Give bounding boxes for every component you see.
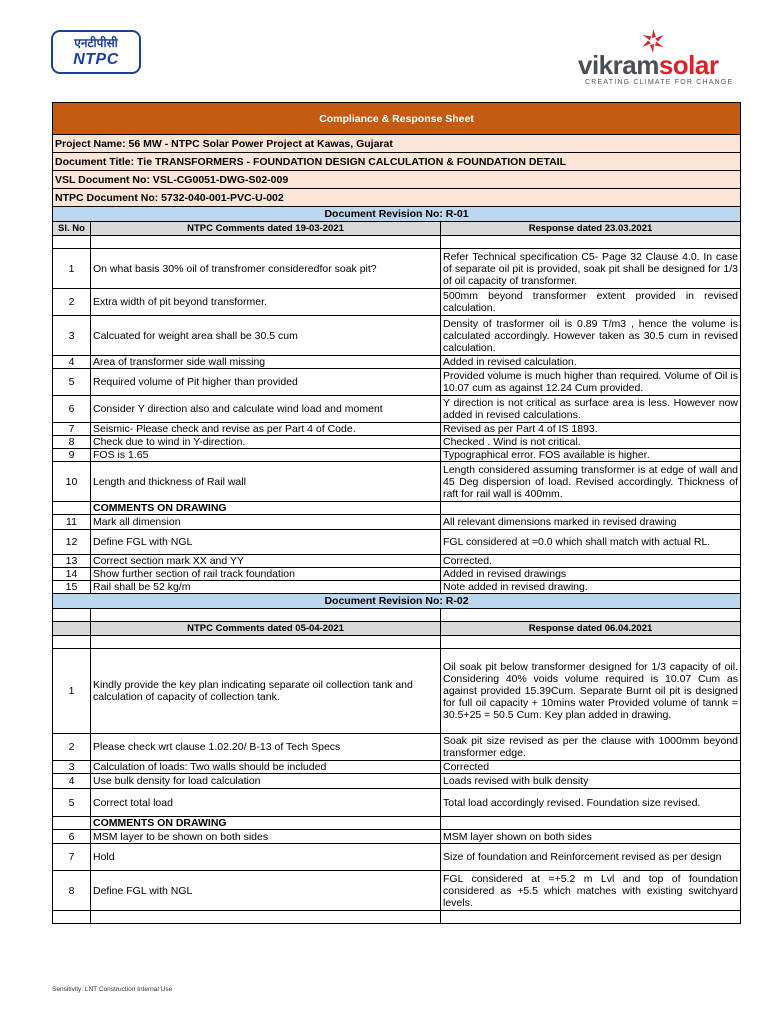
blank-row	[53, 636, 741, 649]
wordmark-part-solar: solar	[658, 50, 719, 80]
document-title: Document Title: Tie TRANSFORMERS - FOUNDATION DESIGN CALCULATION & FOUNDATION DETAIL	[53, 153, 741, 171]
ntpc-document-number: NTPC Document No: 5732-040-001-PVC-U-002	[53, 189, 741, 207]
blank-row	[53, 236, 741, 249]
vikram-solar-tagline: CREATING CLIMATE FOR CHANGE	[585, 79, 734, 86]
row-response: Loads revised with bulk density	[441, 774, 741, 789]
row-response: 500mm beyond transformer extent provided in revised calculation.	[441, 289, 741, 316]
row-response: Density of trasformer oil is 0.89 T/m3 , hence the volume is calculated accordingly. However taken as 30.5 cum in revised calculation.	[441, 316, 741, 356]
row-comment: FOS is 1.65	[91, 449, 441, 462]
row-number: 2	[53, 289, 91, 316]
row-comment: MSM layer to be shown on both sides	[91, 830, 441, 844]
row-comment: Correct total load	[91, 789, 441, 817]
row-number: 14	[53, 568, 91, 581]
row-number: 5	[53, 789, 91, 817]
row-response: Typographical error. FOS available is higher.	[441, 449, 741, 462]
row-response: Added in revised drawings	[441, 568, 741, 581]
ntpc-logo-text: NTPC	[73, 51, 119, 68]
row-number: 2	[53, 734, 91, 761]
row-comment: Kindly provide the key plan indicating separate oil collection tank and calculation of capacity of collection tank.	[91, 649, 441, 734]
compliance-table	[52, 102, 741, 924]
section-response-cell	[441, 502, 741, 515]
table-row	[53, 555, 741, 568]
table-row	[53, 249, 741, 289]
blank-cell	[53, 609, 91, 622]
col-header-response-r02: Response dated 06.04.2021	[441, 622, 741, 636]
table-row	[53, 369, 741, 396]
col-header-comments-r02: NTPC Comments dated 05-04-2021	[91, 622, 441, 636]
blank-cell	[91, 609, 441, 622]
section-row	[53, 817, 741, 830]
row-comment: Consider Y direction also and calculate wind load and moment	[91, 396, 441, 423]
row-number: 1	[53, 649, 91, 734]
col-header-response-r01: Response dated 23.03.2021	[441, 222, 741, 236]
table-row	[53, 396, 741, 423]
comments-on-drawing-title: COMMENTS ON DRAWING	[91, 817, 441, 830]
row-comment: Check due to wind in Y-direction.	[91, 436, 441, 449]
row-comment: Calculation of loads: Two walls should be included	[91, 761, 441, 774]
row-response: Total load accordingly revised. Foundation size revised.	[441, 789, 741, 817]
table-row	[53, 423, 741, 436]
table-row	[53, 830, 741, 844]
row-number: 4	[53, 356, 91, 369]
table-row	[53, 316, 741, 356]
table-row	[53, 436, 741, 449]
table-row	[53, 871, 741, 911]
row-comment: Area of transformer side wall missing	[91, 356, 441, 369]
row-comment: Please check wrt clause 1.02.20/ B-13 of Tech Specs	[91, 734, 441, 761]
col-header-comments-r01: NTPC Comments dated 19-03-2021	[91, 222, 441, 236]
table-row	[53, 761, 741, 774]
row-number: 9	[53, 449, 91, 462]
blank-cell	[441, 636, 741, 649]
row-response: FGL considered at =0.0 which shall match with actual RL.	[441, 530, 741, 555]
table-row	[53, 581, 741, 594]
row-response: Y direction is not critical as surface area is less. However now added in revised calculations.	[441, 396, 741, 423]
row-number: 13	[53, 555, 91, 568]
row-comment: Use bulk density for load calculation	[91, 774, 441, 789]
row-comment: On what basis 30% oil of transfromer consideredfor soak pit?	[91, 249, 441, 289]
row-number: 3	[53, 316, 91, 356]
row-number: 11	[53, 515, 91, 530]
row-comment: Hold	[91, 844, 441, 871]
row-number: 10	[53, 462, 91, 502]
row-number: 8	[53, 436, 91, 449]
row-comment: Extra width of pit beyond transformer.	[91, 289, 441, 316]
row-response: Added in revised calculation.	[441, 356, 741, 369]
table-row	[53, 289, 741, 316]
vikram-solar-logo	[578, 28, 743, 88]
table-row	[53, 649, 741, 734]
table-row	[53, 449, 741, 462]
blank-cell	[53, 636, 91, 649]
ntpc-logo	[51, 30, 141, 74]
wordmark-part-vikram: vikram	[578, 50, 659, 80]
row-number: 5	[53, 369, 91, 396]
row-number: 15	[53, 581, 91, 594]
row-response: Soak pit size revised as per the clause with 1000mm beyond transformer edge.	[441, 734, 741, 761]
row-response: Note added in revised drawing.	[441, 581, 741, 594]
row-response: FGL considered at =+5.2 m Lvl and top of foundation considered as +5.5 which matches with existing switchyard levels.	[441, 871, 741, 911]
blank-cell	[91, 636, 441, 649]
row-response: All relevant dimensions marked in revised drawing	[441, 515, 741, 530]
row-response: Checked . Wind is not critical.	[441, 436, 741, 449]
row-number: 12	[53, 530, 91, 555]
row-comment: Show further section of rail track foundation	[91, 568, 441, 581]
row-number: 4	[53, 774, 91, 789]
row-response: Corrected.	[441, 555, 741, 568]
row-response: Corrected	[441, 761, 741, 774]
row-response: MSM layer shown on both sides	[441, 830, 741, 844]
section-row	[53, 502, 741, 515]
blank-cell	[441, 911, 741, 924]
row-number: 7	[53, 844, 91, 871]
row-comment: Seismic- Please check and revise as per Part 4 of Code.	[91, 423, 441, 436]
table-row	[53, 568, 741, 581]
table-row	[53, 789, 741, 817]
row-comment: Rail shall be 52 kg/m	[91, 581, 441, 594]
section-number-cell	[53, 502, 91, 515]
row-number: 3	[53, 761, 91, 774]
row-number: 7	[53, 423, 91, 436]
blank-row	[53, 609, 741, 622]
col-header-sl-no: Sl. No	[53, 222, 91, 236]
ntpc-logo-hindi: एनटीपीसी	[74, 36, 118, 50]
col-header-sl-no-r02	[53, 622, 91, 636]
section-number-cell	[53, 817, 91, 830]
revision-r02-title: Document Revision No: R-02	[53, 594, 741, 609]
blank-cell	[91, 911, 441, 924]
row-response: Refer Technical specification C5- Page 32 Clause 4.0. In case of separate oil pit is provided, soak pit shall be designed for 1/3 of oil capacity of transformer.	[441, 249, 741, 289]
row-comment: Calcuated for weight area shall be 30.5 cum	[91, 316, 441, 356]
blank-cell	[441, 609, 741, 622]
table-row	[53, 515, 741, 530]
comments-on-drawing-title: COMMENTS ON DRAWING	[91, 502, 441, 515]
blank-cell	[53, 911, 91, 924]
row-comment: Required volume of Pit higher than provided	[91, 369, 441, 396]
row-number: 8	[53, 871, 91, 911]
row-response: Oil soak pit below transformer designed for 1/3 capacity of oil. Considering 40% voids volume required is 10.07 Cum as against provided 15.39Cum. Separate Burnt oil pit is designed for full oil capacity + 10mins water Provided volume of tannk = 30.5+25 = 50.5 Cum. Key plan added in drawing.	[441, 649, 741, 734]
row-comment: Define FGL with NGL	[91, 871, 441, 911]
table-row	[53, 774, 741, 789]
section-response-cell	[441, 817, 741, 830]
table-row	[53, 462, 741, 502]
row-number: 1	[53, 249, 91, 289]
row-response: Length considered assuming transformer is at edge of wall and 45 Deg dispersion of load. Revised accordingly. Thickness of raft for rail wall is 400mm.	[441, 462, 741, 502]
row-comment: Mark all dimension	[91, 515, 441, 530]
row-comment: Correct section mark XX and YY	[91, 555, 441, 568]
revision-r01-title: Document Revision No: R-01	[53, 207, 741, 222]
vikram-solar-wordmark	[578, 50, 719, 80]
row-comment: Define FGL with NGL	[91, 530, 441, 555]
row-response: Provided volume is much higher than required. Volume of Oil is 10.07 cum as against 12.24 Cum provided.	[441, 369, 741, 396]
table-row	[53, 530, 741, 555]
table-row	[53, 734, 741, 761]
blank-row	[53, 911, 741, 924]
sensitivity-footer: Sensitivity: LNT Construction Internal Use	[52, 986, 173, 993]
project-name: Project Name: 56 MW - NTPC Solar Power Project at Kawas, Gujarat	[53, 135, 741, 153]
row-response: Size of foundation and Reinforcement revised as per design	[441, 844, 741, 871]
table-row	[53, 844, 741, 871]
row-response: Revised as per Part 4 of IS 1893.	[441, 423, 741, 436]
row-number: 6	[53, 396, 91, 423]
vsl-document-number: VSL Document No: VSL-CG0051-DWG-S02-009	[53, 171, 741, 189]
row-comment: Length and thickness of Rail wall	[91, 462, 441, 502]
table-row	[53, 356, 741, 369]
row-number: 6	[53, 830, 91, 844]
sheet-title: Compliance & Response Sheet	[53, 103, 741, 135]
